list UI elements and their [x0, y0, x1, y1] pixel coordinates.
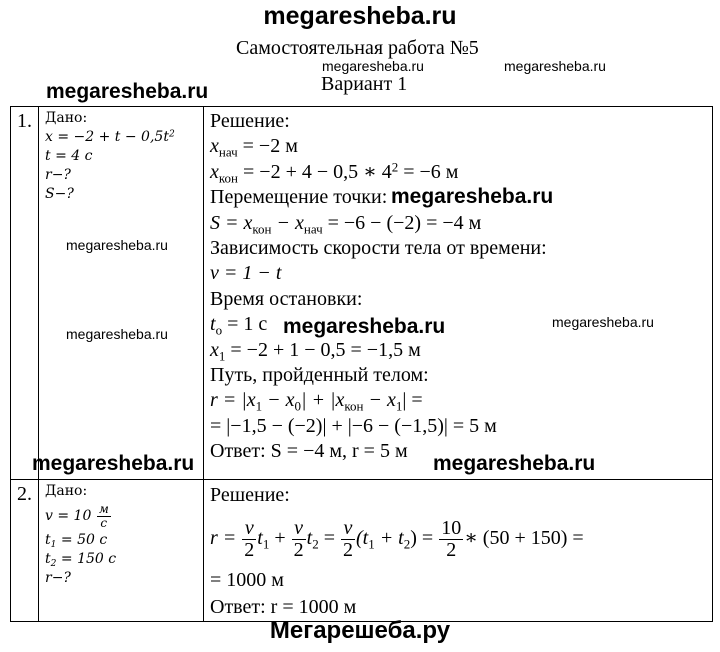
watermark: megaresheba.ru — [283, 315, 446, 338]
given-cell: Дано: v = 10 $\frac{м}{с}$ $t_1 = 50$ с $t_2 = 150$ с r−? — [39, 480, 204, 622]
watermark: megaresheba.ru — [32, 452, 195, 475]
watermark: megaresheba.ru — [322, 58, 424, 74]
problem-number: 1. — [11, 107, 39, 480]
site-header[interactable]: megaresheba.ru — [263, 2, 457, 30]
variant-label: Вариант 1 — [321, 73, 408, 95]
table-row — [11, 107, 713, 480]
watermark: megaresheba.ru — [552, 314, 654, 330]
problem-number: 2. — [11, 480, 39, 622]
page-title: Самостоятельная работа №5 — [236, 37, 479, 59]
table-row — [11, 480, 713, 622]
watermark: megaresheba.ru — [66, 237, 168, 253]
watermark: megaresheba.ru — [391, 185, 554, 208]
watermark: megaresheba.ru — [504, 58, 606, 74]
site-footer[interactable]: Мегарешеба.ру — [269, 617, 451, 644]
watermark: megaresheba.ru — [46, 80, 209, 103]
solution-cell: Решение: r = $\frac{v}{2}$ $t_1$ + $\frac{v}{2}$ $t_2$ = $\frac{v}{2}$ $(t_1 + t_2)$ = $\frac{10}{2}$ ∗ (50 + 150) = = 1000 м Ответ: r = 1000 м — [204, 480, 713, 622]
solution-cell: Решение: $x_{нач} = -2$ м $x_{кон} = -2 + 4 - 0,5$ ∗ $4^2 = -6$ м Перемещение точки: $S = x_{кон} - x_{нач} = -6 - (-2) = -4$ м Зависимость скорости тела от времени: v = 1 − t Время остановки: $t_о = 1$ с $x_1 = -2 + 1 - 0,5 = -1,5$ м Путь, пройденный телом: $r = |x_1 - x_0| + |x_{кон} - x_1|$ = = |−1,5 − (−2)| + |−6 − (−1,5)| = 5 м Ответ: S = −4 м, r = 5 м — [204, 107, 713, 480]
watermark: megaresheba.ru — [66, 326, 168, 342]
solutions-table — [10, 106, 713, 622]
given-cell: Дано: $x = -2 + t - 0,5t^2$ t = 4 с r−? S−? — [39, 107, 204, 480]
watermark: megaresheba.ru — [433, 452, 596, 475]
